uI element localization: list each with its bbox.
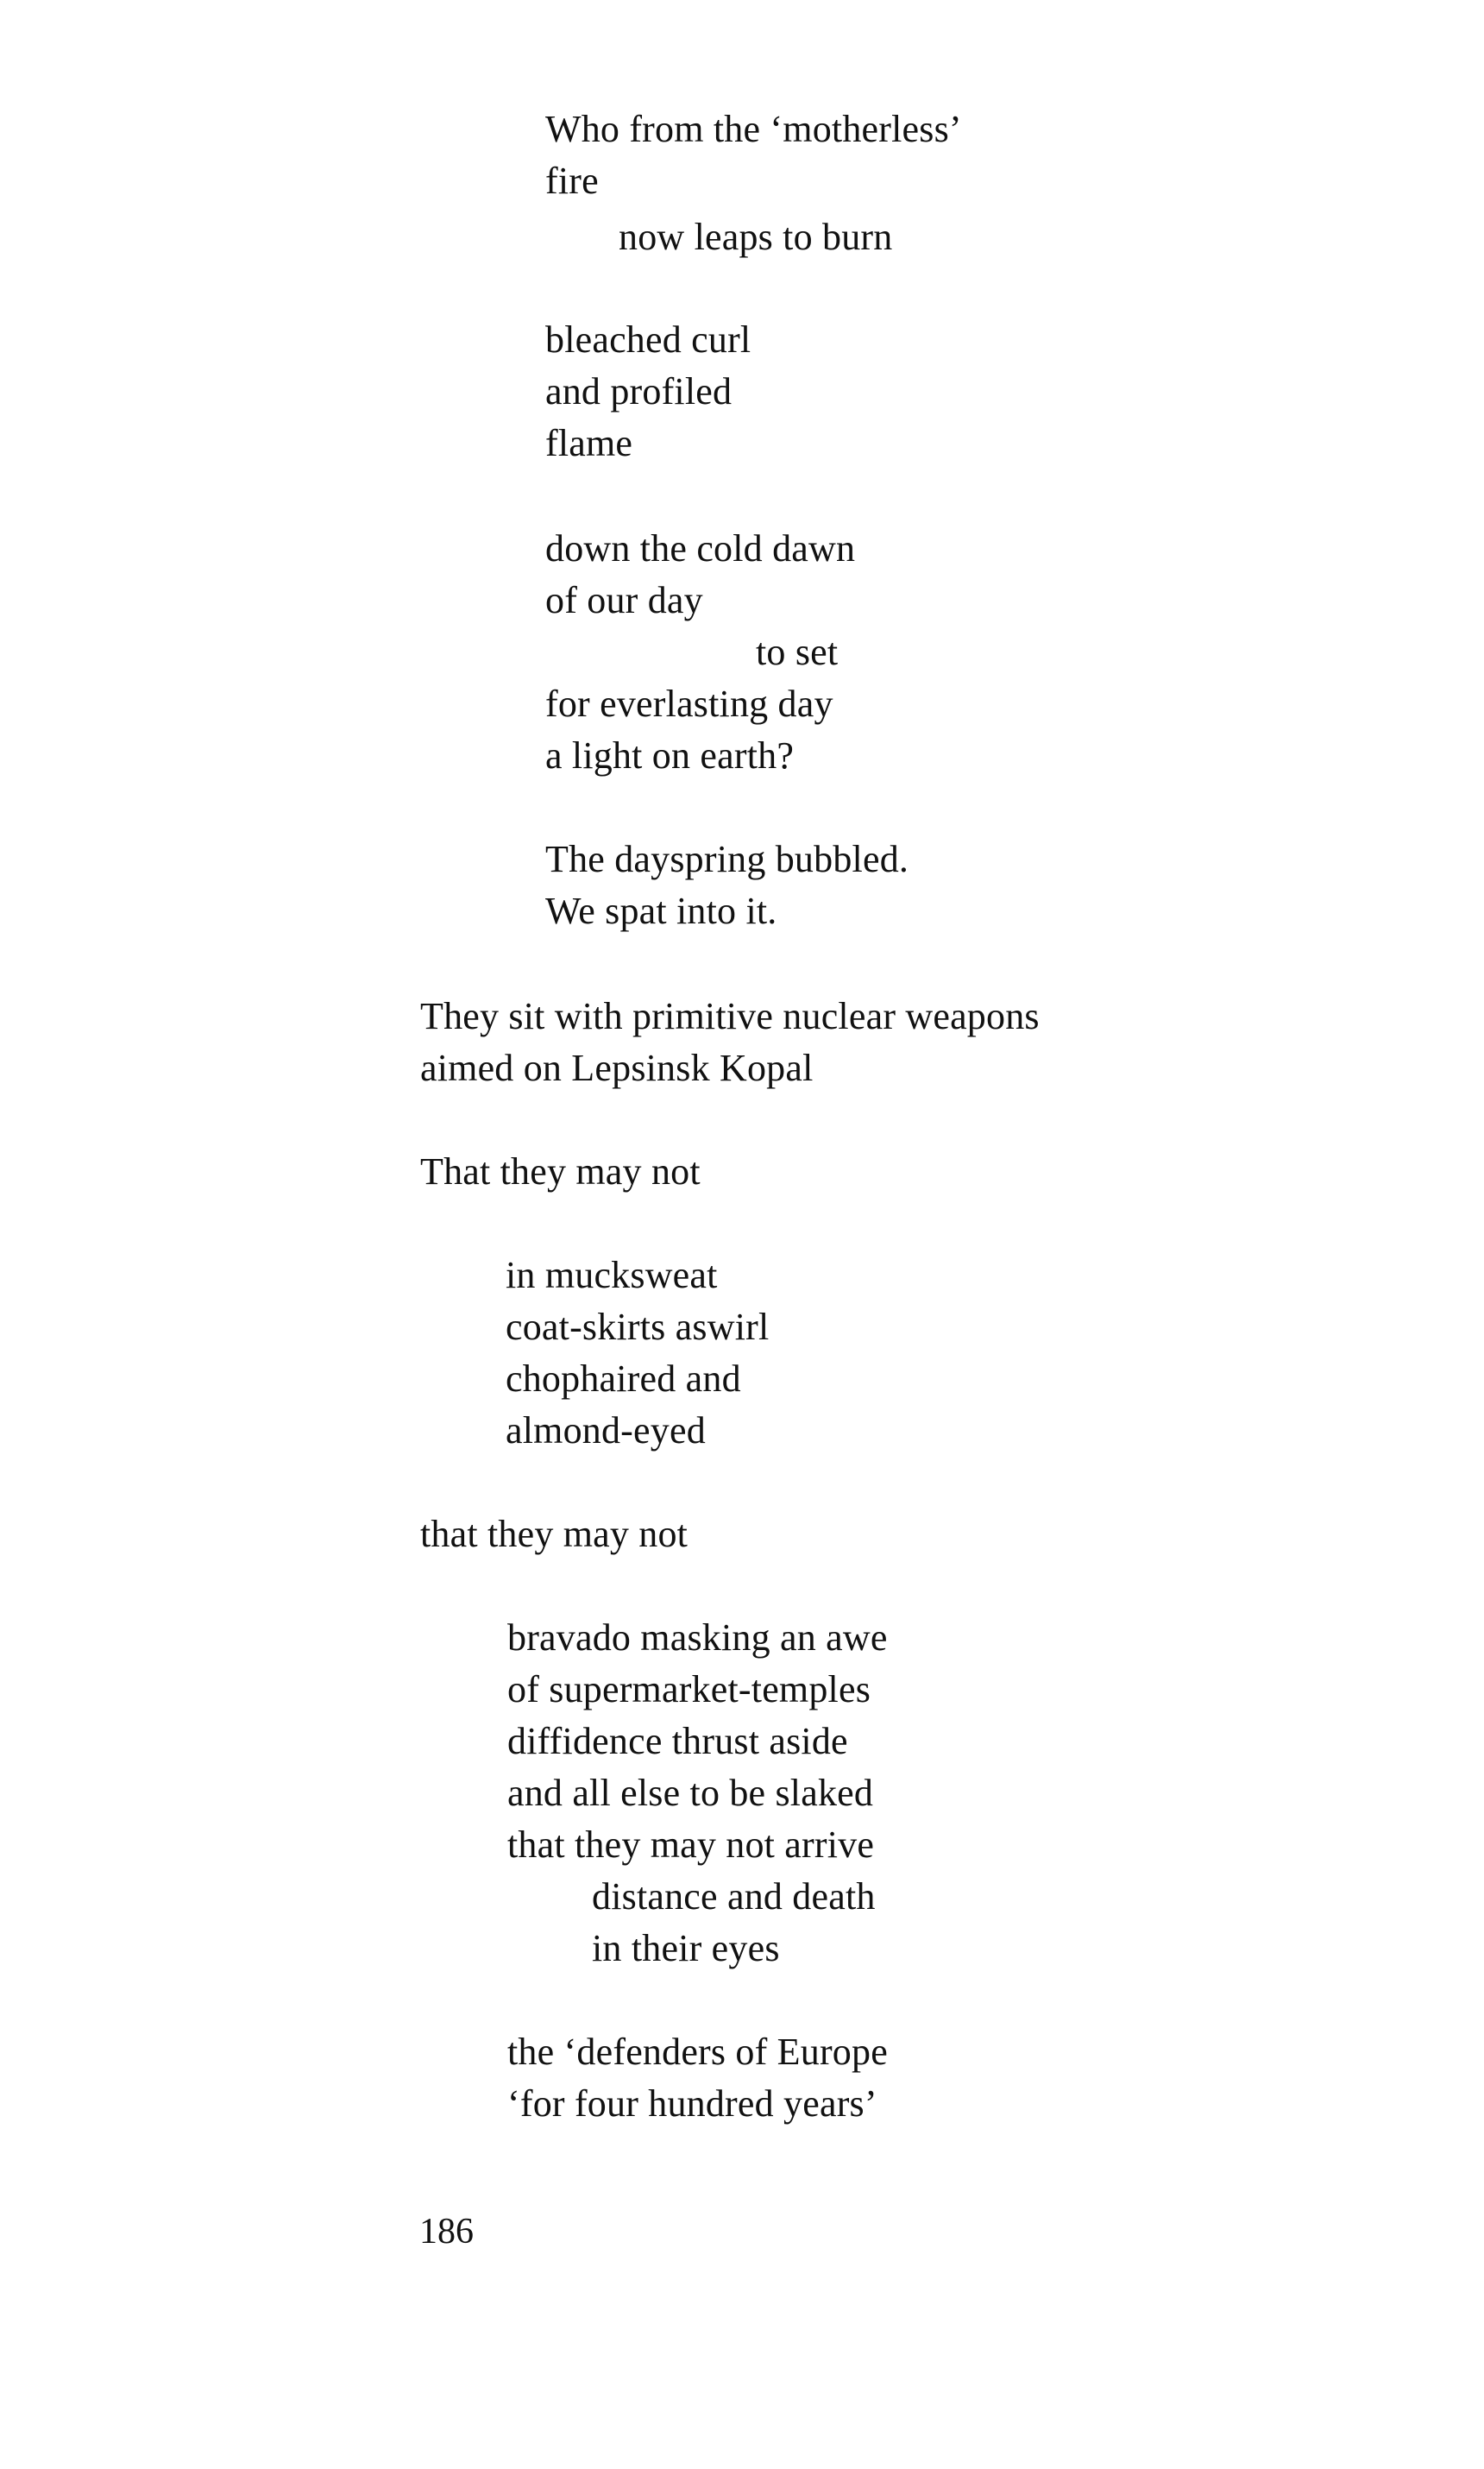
poem-line: Who from the ‘motherless’ bbox=[545, 108, 962, 150]
poem-line: down the cold dawn bbox=[545, 527, 856, 570]
poem-line: the ‘defenders of Europe bbox=[507, 2031, 888, 2073]
poem-line: They sit with primitive nuclear weapons bbox=[420, 995, 1040, 1037]
poem-line: to set bbox=[756, 631, 839, 673]
poem-line: and profiled bbox=[545, 370, 733, 413]
poem-line: flame bbox=[545, 422, 633, 464]
poem-line: bleached curl bbox=[545, 318, 751, 361]
poem-line: in their eyes bbox=[592, 1927, 780, 1969]
poem-line: for everlasting day bbox=[545, 683, 833, 725]
poem-line: We spat into it. bbox=[545, 890, 777, 932]
poem-line: aimed on Lepsinsk Kopal bbox=[420, 1047, 814, 1089]
poem-line: a light on earth? bbox=[545, 734, 795, 777]
poem-line: diffidence thrust aside bbox=[507, 1720, 848, 1762]
poem-line: and all else to be slaked bbox=[507, 1772, 874, 1814]
poem-line: The dayspring bubbled. bbox=[545, 838, 909, 880]
poem-line: of our day bbox=[545, 579, 703, 621]
poem-line: fire bbox=[545, 160, 599, 202]
poem-line: distance and death bbox=[592, 1875, 876, 1918]
poem-line: now leaps to burn bbox=[619, 216, 893, 258]
poem-line: coat-skirts aswirl bbox=[506, 1306, 770, 1348]
poem-line: chophaired and bbox=[506, 1357, 741, 1400]
poem-line: bravado masking an awe bbox=[507, 1616, 888, 1659]
poem-line: that they may not bbox=[420, 1513, 689, 1555]
poem-line: that they may not arrive bbox=[507, 1823, 875, 1866]
poem-line: ‘for four hundred years’ bbox=[507, 2082, 877, 2125]
poem-line: of supermarket-temples bbox=[507, 1668, 871, 1710]
poem-line: almond-eyed bbox=[506, 1409, 706, 1452]
poem-line: That they may not bbox=[420, 1150, 701, 1193]
poem-line: in mucksweat bbox=[506, 1254, 718, 1296]
page-number: 186 bbox=[419, 2212, 474, 2252]
